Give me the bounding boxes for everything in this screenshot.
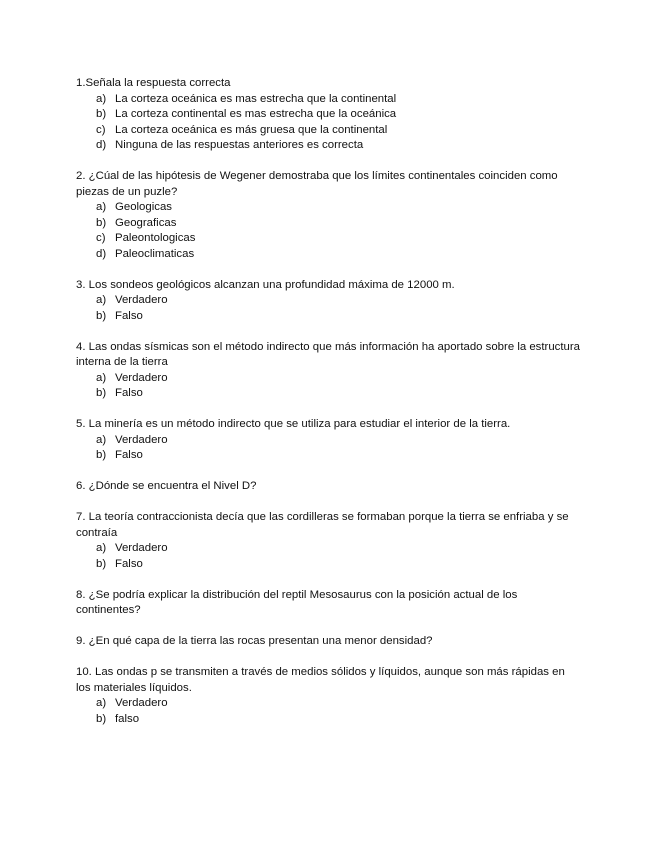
option-text: Falso [115,449,143,461]
option-item [76,386,581,402]
question-10 [76,665,581,727]
option-item [76,216,581,232]
option-list [76,92,581,154]
option-letter: b) [96,309,107,322]
question-text: 1.Señala la respuesta correcta [76,77,231,89]
option-item [76,231,581,247]
option-letter: a) [96,92,107,105]
option-text: Paleontologicas [115,232,196,244]
question-text: 4. Las ondas sísmicas son el método indirecto que más información ha aportado sobre la estructura interna de la tierra [76,340,580,368]
document-page [76,76,581,743]
option-text: falso [115,712,140,725]
question-3 [76,278,581,325]
option-letter: d) [96,139,107,151]
option-letter: a) [96,294,107,306]
option-item [76,200,581,216]
option-text: Geograficas [115,216,177,229]
option-item [76,138,581,154]
option-letter: a) [96,697,107,709]
option-letter: b) [96,449,107,461]
option-item [76,293,581,309]
option-letter: a) [96,201,107,213]
option-item [76,448,581,464]
question-5 [76,417,581,464]
option-item [76,309,581,325]
option-item [76,371,581,387]
option-letter: b) [96,216,107,229]
option-item [76,107,581,123]
option-text: Verdadero [115,433,168,446]
question-2 [76,169,581,262]
option-letter: d) [96,247,107,260]
option-item [76,433,581,449]
option-letter: a) [96,433,107,446]
question-8 [76,588,581,619]
option-text: Falso [115,387,143,399]
option-list [76,200,581,262]
question-text: 10. Las ondas p se transmiten a través de medios sólidos y líquidos, aunque son más rápidas en los materiales líquidos. [76,666,565,694]
option-letter: b) [96,712,107,725]
question-text: 8. ¿Se podría explicar la distribución del reptil Mesosaurus con la posición actual de los continentes? [76,588,518,616]
option-letter: a) [96,542,107,554]
option-text: Falso [115,557,143,570]
option-text: Verdadero [115,542,168,554]
option-list [76,371,581,402]
question-text: 7. La teoría contraccionista decía que las cordilleras se formaban porque la tierra se enfriaba y se contraía [76,511,569,539]
question-6 [76,479,581,495]
option-letter: c) [96,123,106,136]
question-text: 3. Los sondeos geológicos alcanzan una profundidad máxima de 12000 m. [76,278,455,291]
option-item [76,557,581,573]
question-text: 9. ¿En qué capa de la tierra las rocas presentan una menor densidad? [76,635,433,647]
option-list [76,293,581,324]
option-item [76,712,581,728]
option-text: Paleoclimaticas [115,247,195,260]
option-text: La corteza oceánica es más gruesa que la continental [115,123,388,136]
option-letter: b) [96,557,107,570]
question-text: 2. ¿Cúal de las hipótesis de Wegener demostraba que los límites continentales coinciden como piezas de un puzle? [76,170,558,198]
option-text: Falso [115,309,143,322]
question-7 [76,510,581,572]
option-letter: b) [96,387,107,399]
option-item [76,247,581,263]
option-text: La corteza continental es mas estrecha que la oceánica [115,108,397,120]
option-list [76,541,581,572]
option-text: Geologicas [115,201,172,213]
option-list [76,696,581,727]
question-1 [76,76,581,154]
option-list [76,433,581,464]
option-text: Ninguna de las respuestas anteriores es correcta [115,139,364,151]
option-letter: a) [96,371,107,384]
option-text: Verdadero [115,294,168,306]
question-4 [76,340,581,402]
question-9 [76,634,581,650]
option-text: Verdadero [115,697,168,709]
option-item [76,696,581,712]
option-letter: b) [96,108,107,120]
option-item [76,541,581,557]
question-text: 6. ¿Dónde se encuentra el Nivel D? [76,480,257,492]
question-text: 5. La minería es un método indirecto que se utiliza para estudiar el interior de la tierra. [76,418,511,430]
option-item [76,92,581,108]
option-item [76,123,581,139]
option-letter: c) [96,232,106,244]
option-text: Verdadero [115,371,168,384]
option-text: La corteza oceánica es mas estrecha que la continental [115,92,397,105]
